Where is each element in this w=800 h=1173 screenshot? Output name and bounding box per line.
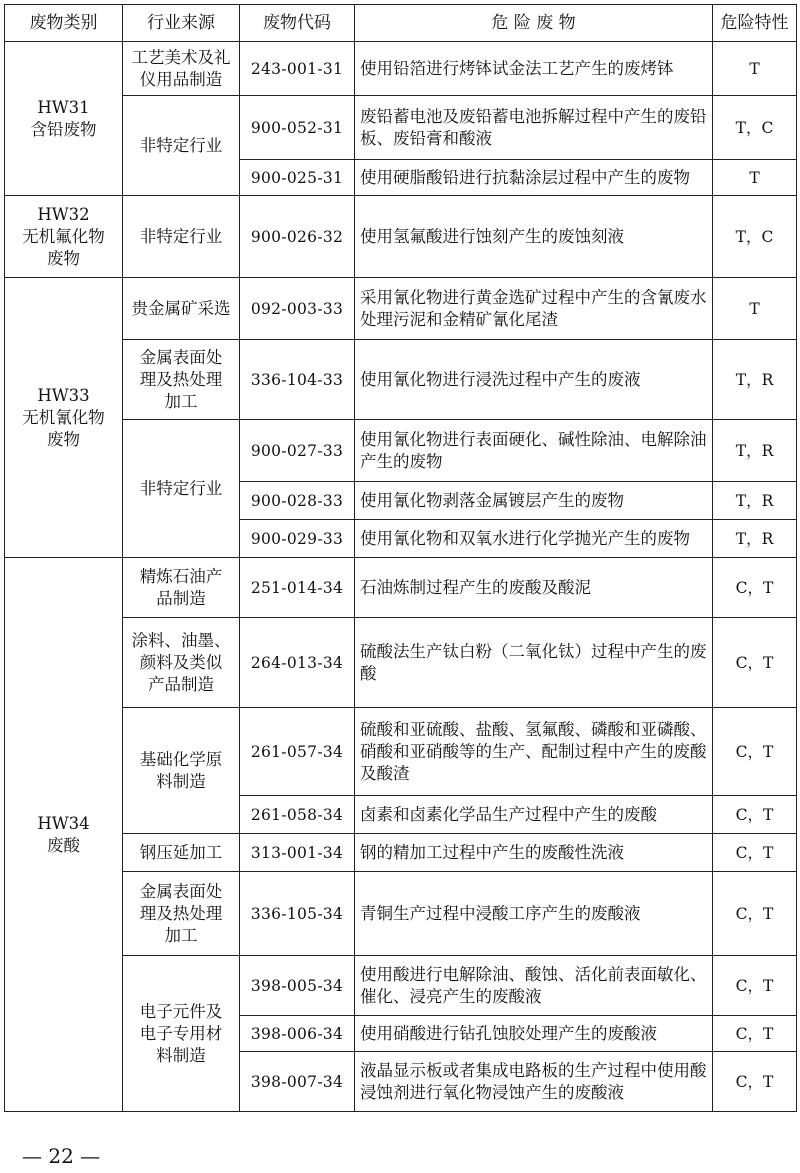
code-cell: 398-005-34 (240, 956, 355, 1016)
code-cell: 264-013-34 (240, 618, 355, 708)
source-cell: 非特定行业 (123, 96, 240, 196)
waste-description-cell: 钢的精加工过程中产生的废酸性洗液 (355, 834, 713, 872)
table-row (5, 96, 797, 160)
table-row (5, 278, 797, 340)
hazard-cell: T，R (713, 482, 797, 520)
code-cell: 398-006-34 (240, 1016, 355, 1052)
category-cell: HW32 无机氟化物 废物 (5, 196, 123, 278)
table-row (5, 196, 797, 278)
code-cell: 261-058-34 (240, 796, 355, 834)
hazard-cell: T (713, 42, 797, 96)
table-row (5, 42, 797, 96)
category-cell: HW33 无机氰化物 废物 (5, 278, 123, 558)
hazard-cell: T，R (713, 340, 797, 420)
waste-description-cell: 卤素和卤素化学品生产过程中产生的废酸 (355, 796, 713, 834)
code-cell: 251-014-34 (240, 558, 355, 618)
page-number: — 22 — (22, 1144, 101, 1168)
waste-description-cell: 使用氰化物剥落金属镀层产生的废物 (355, 482, 713, 520)
waste-description-cell: 硫酸法生产钛白粉（二氧化钛）过程中产生的废酸 (355, 618, 713, 708)
waste-description-cell: 使用氢氟酸进行蚀刻产生的废蚀刻液 (355, 196, 713, 278)
source-cell: 精炼石油产 品制造 (123, 558, 240, 618)
table-row (5, 956, 797, 1016)
hazard-cell: C，T (713, 872, 797, 956)
header-waste: 危 险 废 物 (355, 5, 713, 42)
waste-description-cell: 使用氰化物进行表面硬化、碱性除油、电解除油产生的废物 (355, 420, 713, 482)
code-cell: 336-105-34 (240, 872, 355, 956)
header-code: 废物代码 (240, 5, 355, 42)
waste-description-cell: 使用酸进行电解除油、酸蚀、活化前表面敏化、催化、浸亮产生的废酸液 (355, 956, 713, 1016)
waste-description-cell: 石油炼制过程产生的废酸及酸泥 (355, 558, 713, 618)
hazardous-waste-table (4, 4, 797, 1112)
source-cell: 基础化学原 料制造 (123, 708, 240, 834)
source-cell: 工艺美术及礼 仪用品制造 (123, 42, 240, 96)
header-source: 行业来源 (123, 5, 240, 42)
source-cell: 电子元件及 电子专用材 料制造 (123, 956, 240, 1112)
hazard-cell: C，T (713, 618, 797, 708)
waste-description-cell: 液晶显示板或者集成电路板的生产过程中使用酸浸蚀剂进行氧化物浸蚀产生的废酸液 (355, 1052, 713, 1112)
hazard-cell: T，C (713, 96, 797, 160)
waste-description-cell: 硫酸和亚硫酸、盐酸、氢氟酸、磷酸和亚磷酸、硝酸和亚硝酸等的生产、配制过程中产生的废酸及酸渣 (355, 708, 713, 796)
source-cell: 非特定行业 (123, 196, 240, 278)
code-cell: 336-104-33 (240, 340, 355, 420)
code-cell: 900-029-33 (240, 520, 355, 558)
waste-description-cell: 使用氰化物和双氧水进行化学抛光产生的废物 (355, 520, 713, 558)
waste-description-cell: 使用硬脂酸铅进行抗黏涂层过程中产生的废物 (355, 160, 713, 196)
code-cell: 900-026-32 (240, 196, 355, 278)
source-cell: 钢压延加工 (123, 834, 240, 872)
code-cell: 900-052-31 (240, 96, 355, 160)
waste-description-cell: 青铜生产过程中浸酸工序产生的废酸液 (355, 872, 713, 956)
code-cell: 398-007-34 (240, 1052, 355, 1112)
hazard-cell: C，T (713, 956, 797, 1016)
waste-description-cell: 使用氰化物进行浸洗过程中产生的废液 (355, 340, 713, 420)
hazard-cell: C，T (713, 1052, 797, 1112)
table-row (5, 340, 797, 420)
category-cell: HW34 废酸 (5, 558, 123, 1112)
hazard-cell: C，T (713, 708, 797, 796)
table-row (5, 618, 797, 708)
source-cell: 涂料、油墨、 颜料及类似 产品制造 (123, 618, 240, 708)
category-cell: HW31 含铅废物 (5, 42, 123, 196)
hazard-cell: T，R (713, 420, 797, 482)
code-cell: 900-025-31 (240, 160, 355, 196)
code-cell: 900-028-33 (240, 482, 355, 520)
header-hazard: 危险特性 (713, 5, 797, 42)
hazard-cell: T (713, 278, 797, 340)
waste-description-cell: 采用氰化物进行黄金选矿过程中产生的含氰废水处理污泥和金精矿氰化尾渣 (355, 278, 713, 340)
table-row (5, 834, 797, 872)
code-cell: 313-001-34 (240, 834, 355, 872)
waste-description-cell: 使用铅箔进行烤钵试金法工艺产生的废烤钵 (355, 42, 713, 96)
code-cell: 092-003-33 (240, 278, 355, 340)
hazard-cell: T，C (713, 196, 797, 278)
table-row (5, 872, 797, 956)
code-cell: 900-027-33 (240, 420, 355, 482)
hazard-cell: T (713, 160, 797, 196)
source-cell: 金属表面处 理及热处理 加工 (123, 340, 240, 420)
waste-description-cell: 使用硝酸进行钻孔蚀胶处理产生的废酸液 (355, 1016, 713, 1052)
table-row (5, 420, 797, 482)
hazard-cell: T，R (713, 520, 797, 558)
source-cell: 贵金属矿采选 (123, 278, 240, 340)
table-row (5, 708, 797, 796)
waste-description-cell: 废铅蓄电池及废铅蓄电池拆解过程中产生的废铅板、废铅膏和酸液 (355, 96, 713, 160)
header-category: 废物类别 (5, 5, 123, 42)
hazard-cell: C，T (713, 558, 797, 618)
source-cell: 金属表面处 理及热处理 加工 (123, 872, 240, 956)
source-cell: 非特定行业 (123, 420, 240, 558)
hazard-cell: C，T (713, 834, 797, 872)
code-cell: 261-057-34 (240, 708, 355, 796)
table-row (5, 558, 797, 618)
hazard-cell: C，T (713, 796, 797, 834)
table-header-row (5, 5, 797, 42)
hazard-cell: C，T (713, 1016, 797, 1052)
code-cell: 243-001-31 (240, 42, 355, 96)
